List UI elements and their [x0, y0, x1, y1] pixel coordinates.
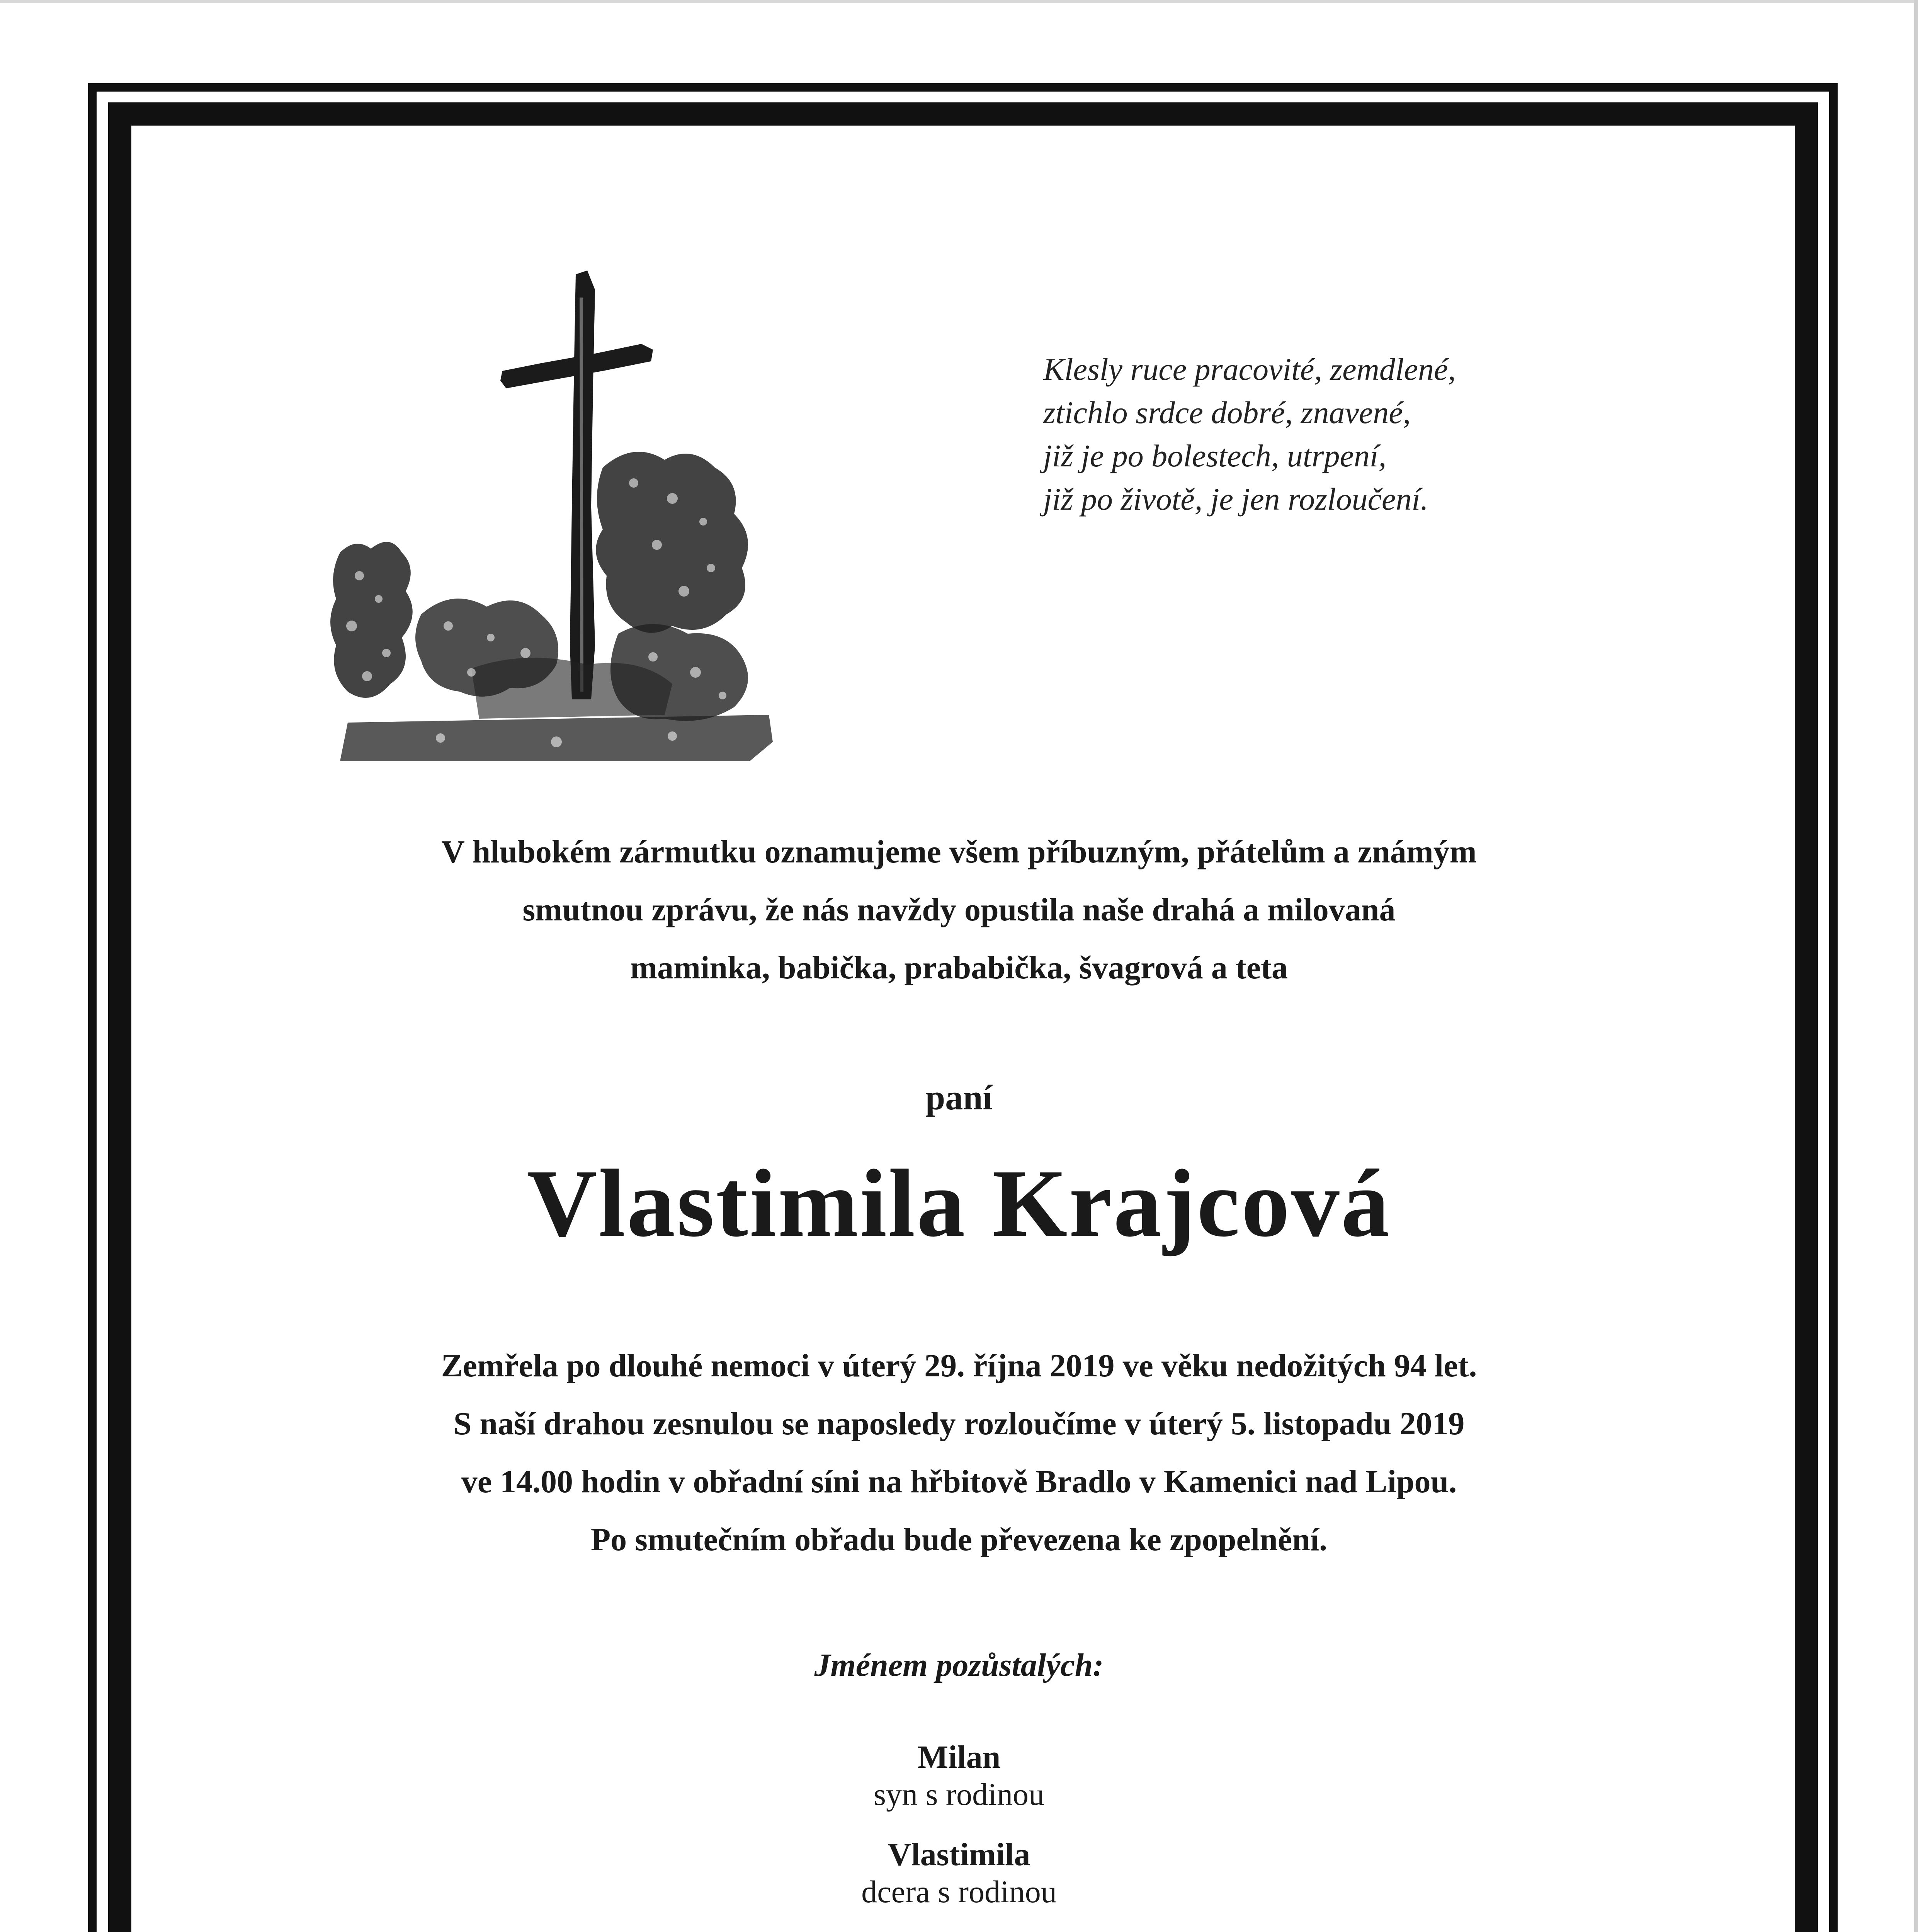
details-line: Po smutečním obřadu bude převezena ke zpopelnění.: [590, 1522, 1328, 1558]
poem-line: již je po bolestech, utrpení,: [1043, 438, 1387, 473]
poem-line: ztichlo srdce dobré, znavené,: [1043, 395, 1411, 430]
mourner-name: Vlastimila: [888, 1837, 1030, 1872]
poem-line: Klesly ruce pracovité, zemdlené,: [1043, 352, 1456, 387]
cross-illustration: [325, 267, 784, 765]
mourners-list: [116, 1739, 1802, 1932]
honorific: paní: [925, 1078, 993, 1117]
mourner-entry: [116, 1836, 1802, 1910]
announcement: [116, 823, 1802, 997]
mourner-entry: [116, 1739, 1802, 1813]
mourners-heading: Jménem pozůstalých:: [814, 1647, 1104, 1683]
scan-edge-top: [0, 0, 1918, 3]
details-line: Zemřela po dlouhé nemoci v úterý 29. října 2019 ve věku nedožitých 94 let.: [441, 1348, 1477, 1384]
details-line: ve 14.00 hodin v obřadní síni na hřbitově Bradlo v Kamenici nad Lipou.: [461, 1464, 1457, 1500]
mourner-relation: dcera s rodinou: [861, 1874, 1057, 1909]
announcement-line: maminka, babička, prababička, švagrová a teta: [630, 950, 1288, 986]
mourner-relation: syn s rodinou: [874, 1777, 1044, 1812]
funeral-details: [116, 1337, 1802, 1569]
scan-edge-right: [1914, 0, 1918, 1932]
announcement-line: smutnou zprávu, že nás navždy opustila naše drahá a milovaná: [522, 892, 1396, 928]
deceased-name: Vlastimila Krajcová: [527, 1150, 1391, 1257]
details-line: S naší drahou zesnulou se naposledy rozloučíme v úterý 5. listopadu 2019: [453, 1406, 1465, 1442]
poem: [1043, 348, 1661, 521]
mourner-name: Milan: [917, 1739, 1001, 1775]
announcement-line: V hlubokém zármutku oznamujeme všem příbuzným, přátelům a známým: [441, 834, 1477, 870]
poem-line: již po životě, je jen rozloučení.: [1043, 481, 1428, 517]
